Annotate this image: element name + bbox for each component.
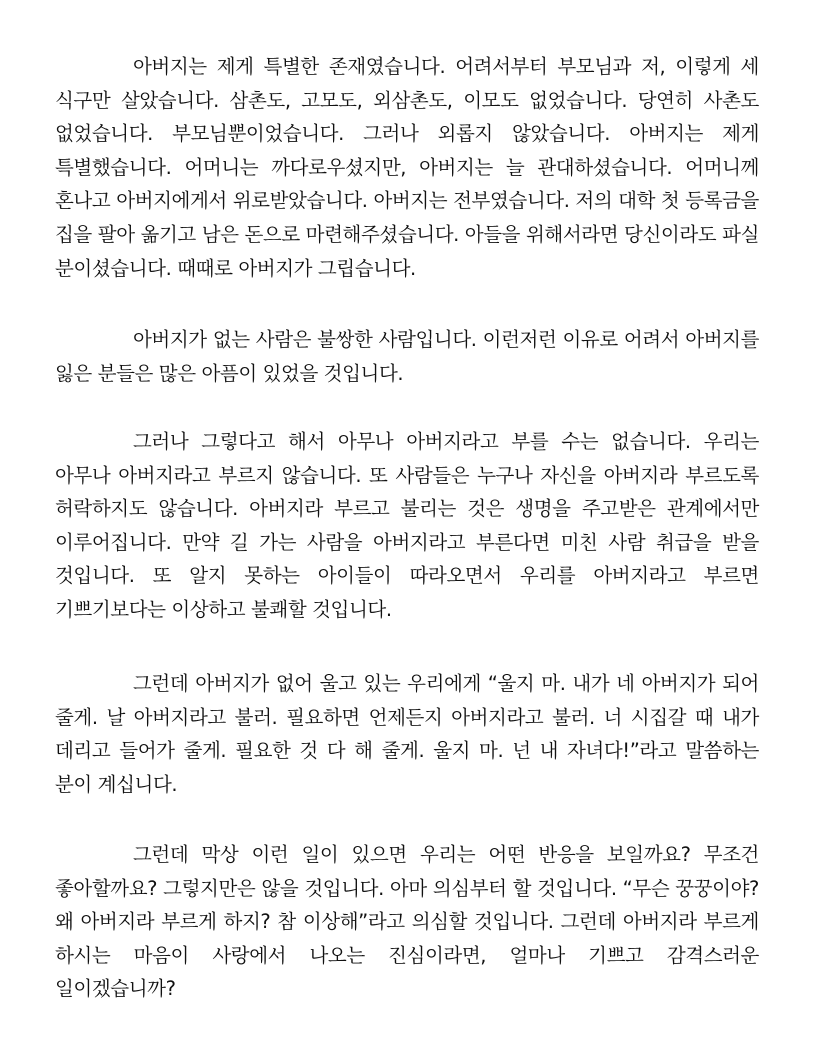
document-page xyxy=(55,0,759,1049)
paragraph-3: 그러나 그렇다고 해서 아무나 아버지라고 부를 수는 없습니다. 우리는 아무나 아버지라고 부르지 않습니다. 또 사람들은 누구나 자신을 아버지라 부르도록 허락하지도 않습니다. 아버지라 부르고 불리는 것은 생명을 주고받은 관계에서만 이루어집니다. 만약 길 가는 사람을 아버지라고 부른다면 미친 사람 취급을 받을 것입니다. 또 알지 못하는 아이들이 따라오면서 우리를 아버지라고 부르면 기쁘기보다는 이상하고 불쾌할 것입니다. xyxy=(55,430,759,621)
paragraph-4: 그런데 아버지가 없어 울고 있는 우리에게 “울지 마. 내가 네 아버지가 되어 줄게. 날 아버지라고 불러. 필요하면 언제든지 아버지라고 불러. 너 시집갈 때 내가 데리고 들어가 줄게. 필요한 것 다 해 줄게. 울지 마. 넌 내 자녀다!”라고 말씀하는 분이 계십니다. xyxy=(55,672,759,796)
paragraph-5: 그런데 막상 이런 일이 있으면 우리는 어떤 반응을 보일까요? 무조건 좋아할까요? 그렇지만은 않을 것입니다. 아마 의심부터 할 것입니다. “무슨 꿍꿍이야? 왜 아버지라 부르게 하지? 참 이상해”라고 의심할 것입니다. 그런데 아버지라 부르게 하시는 마음이 사랑에서 나오는 진심이라면, 얼마나 기쁘고 감격스러운 일이겠습니까? xyxy=(55,843,759,1001)
paragraph-2: 아버지가 없는 사람은 불쌍한 사람입니다. 이런저런 이유로 어려서 아버지를 잃은 분들은 많은 아픔이 있었을 것입니다. xyxy=(55,328,759,385)
paragraph-1: 아버지는 제게 특별한 존재였습니다. 어려서부터 부모님과 저, 이렇게 세 식구만 살았습니다. 삼촌도, 고모도, 외삼촌도, 이모도 없었습니다. 당연히 사촌도 없었습니다. 부모님뿐이었습니다. 그러나 외롭지 않았습니다. 아버지는 제게 특별했습니다. 어머니는 까다로우셨지만, 아버지는 늘 관대하셨습니다. 어머니께 혼나고 아버지에게서 위로받았습니다. 아버지는 전부였습니다. 저의 대학 첫 등록금을 집을 팔아 옮기고 남은 돈으로 마련해주셨습니다. 아들을 위해서라면 당신이라도 파실 분이셨습니다. 때때로 아버지가 그립습니다. xyxy=(55,55,759,280)
